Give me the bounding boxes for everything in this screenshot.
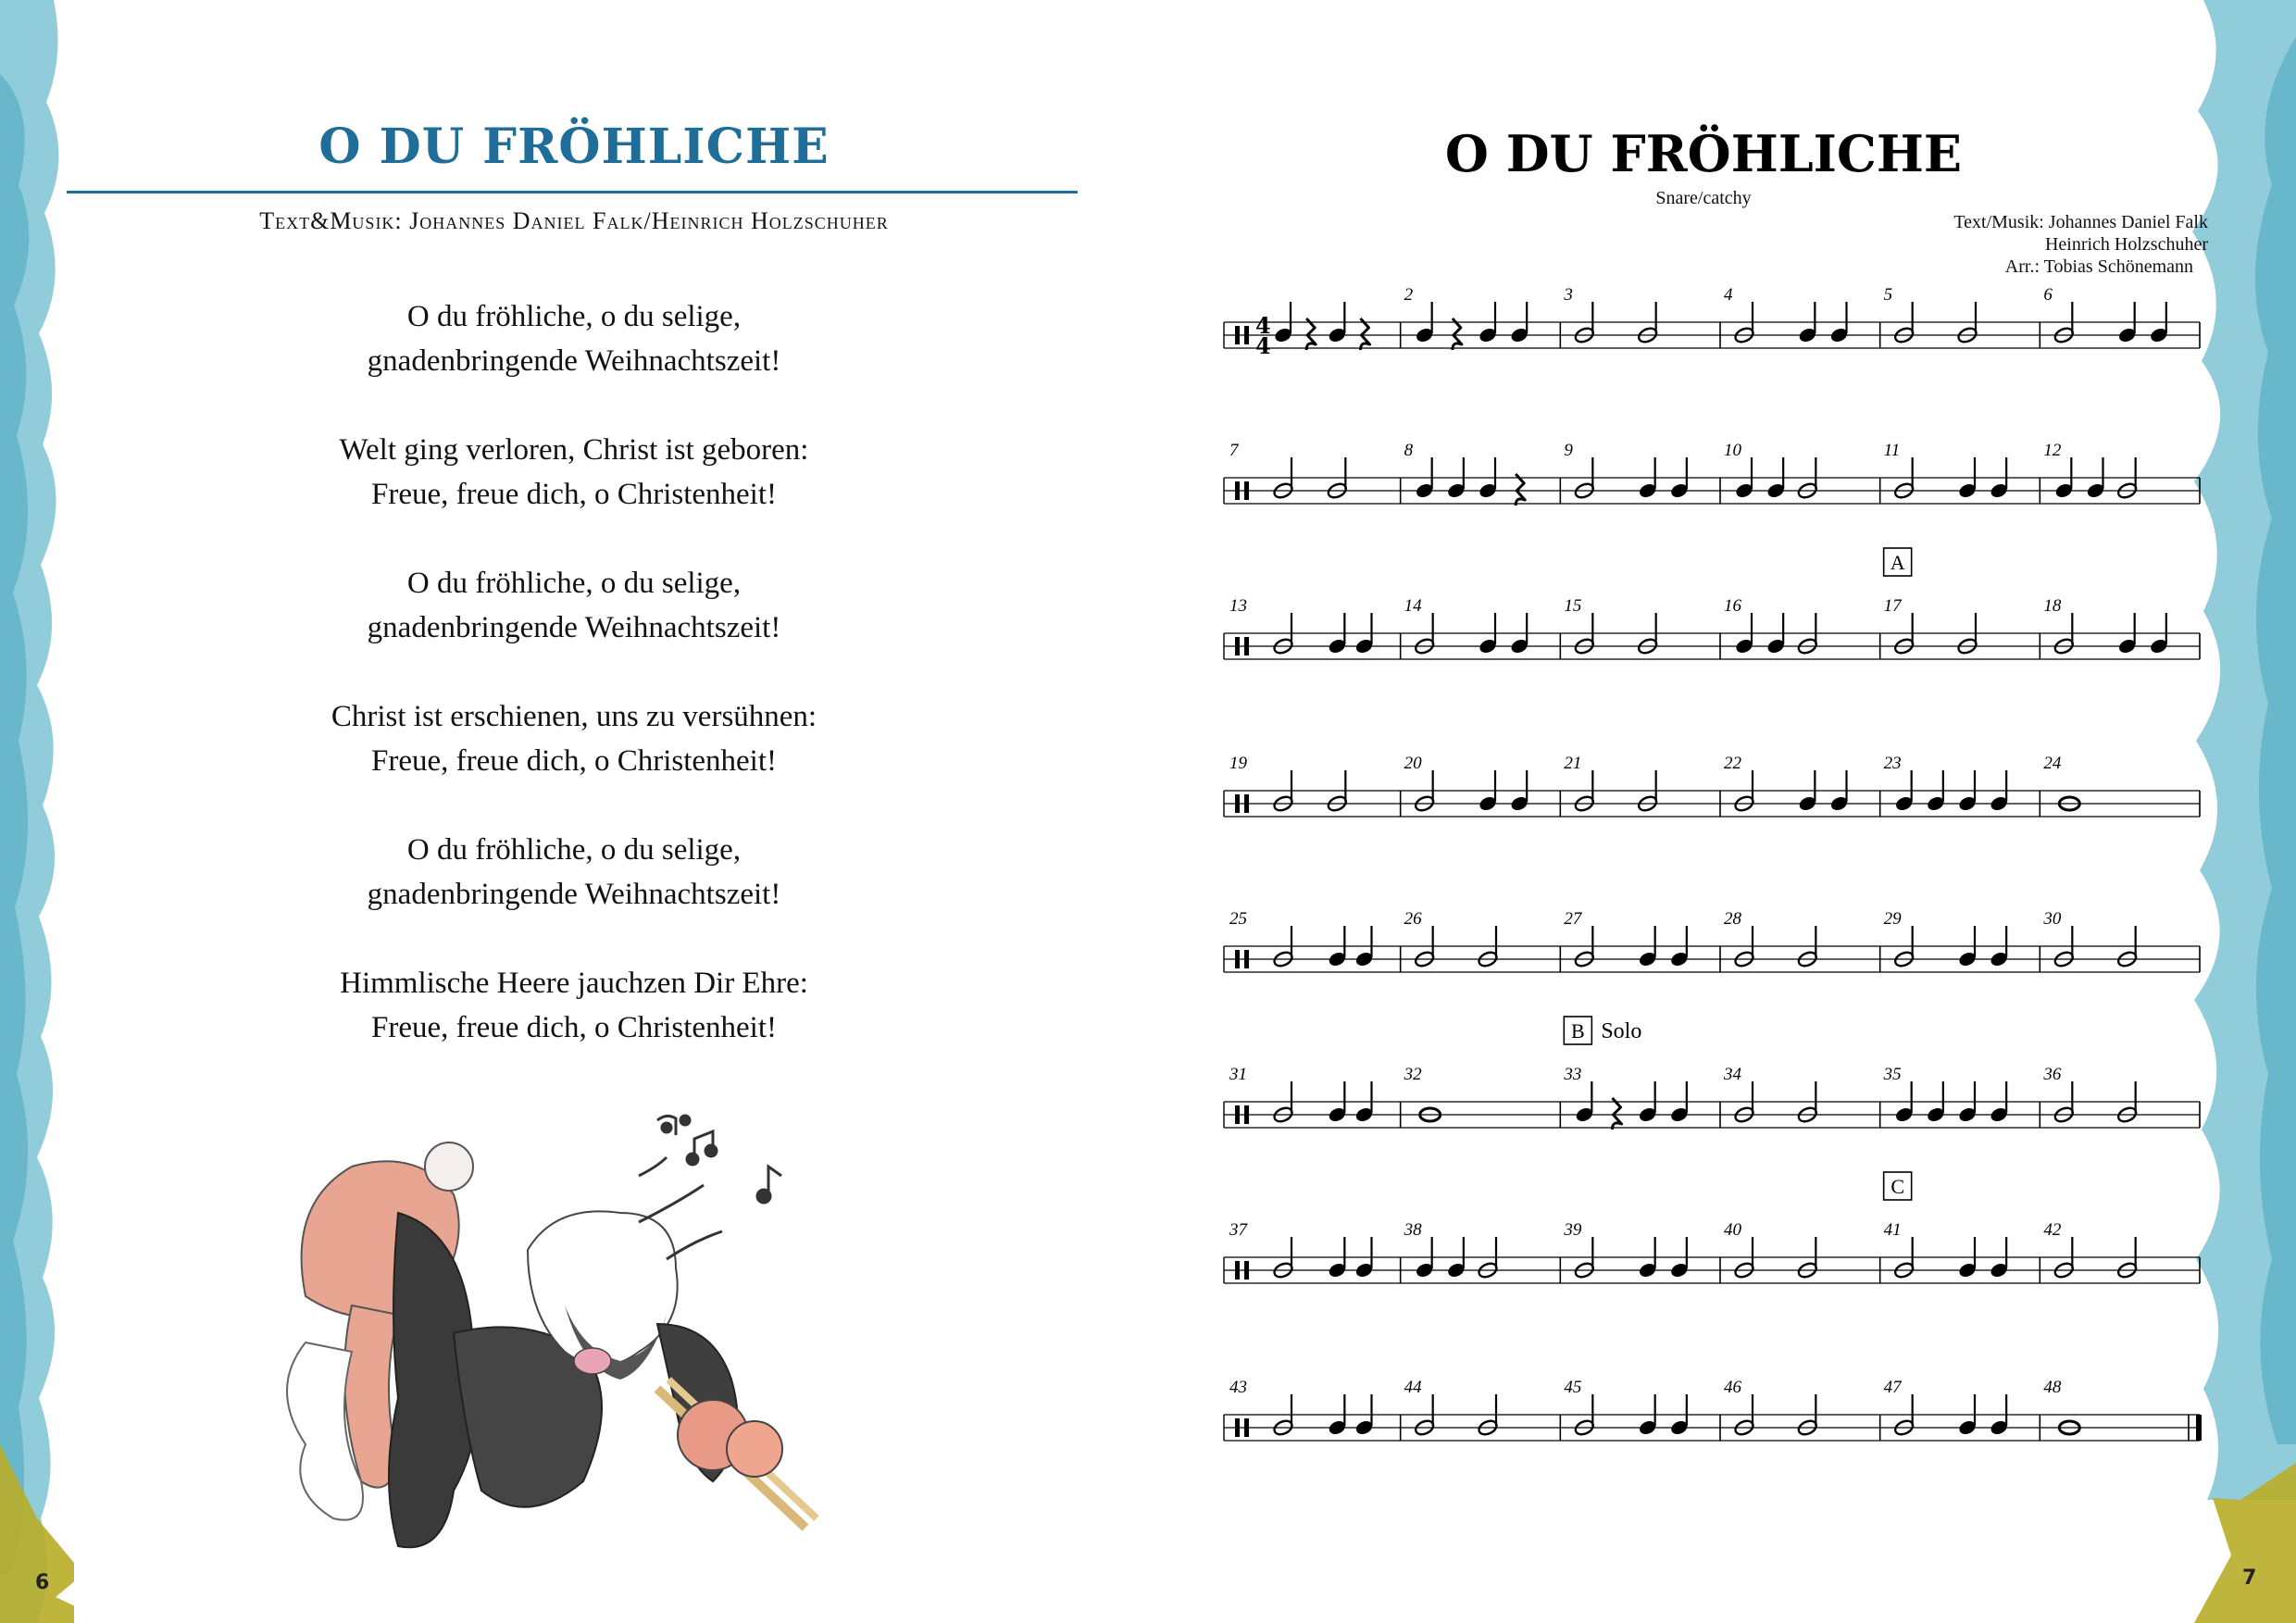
measure [1229,909,1401,972]
measure-number: 39 [1564,1220,1582,1240]
measure [1229,1065,1401,1128]
measure [1564,441,1720,504]
measure-number: 8 [1404,441,1414,460]
lyric-line: gnadenbringende Weihnachtszeit! [367,611,781,644]
measure [1273,302,1401,350]
time-signature-bottom: 4 [1255,332,1271,359]
measure-number: 7 [1229,441,1239,460]
measure [1724,285,1880,348]
measure [2042,1065,2200,1128]
score-title: O DU FRÖHLICHE [1444,124,1963,183]
measure [2043,1378,2200,1441]
measure [1404,1065,1561,1128]
measure-number: 43 [1229,1378,1247,1397]
measure-number: 45 [1564,1378,1582,1397]
measure [1404,596,1561,659]
measure-number: 13 [1229,596,1247,616]
staff-row [1224,312,2200,359]
stanza [148,428,1000,517]
measure [1564,596,1720,659]
measure-number: 5 [1883,285,1893,305]
measure-number: 12 [2043,441,2062,460]
percussion-clef [1235,950,1240,968]
rehearsal-label: B [1570,1019,1585,1042]
measure-number: 15 [1564,596,1582,616]
percussion-clef [1244,326,1249,344]
percussion-clef [1244,481,1249,500]
measure-number: 17 [1883,596,1902,616]
lyric-line: Himmlische Heere jauchzen Dir Ehre: [340,967,808,1000]
percussion-clef [1235,481,1240,500]
lyric-line: Freue, freue dich, o Christenheit! [370,1011,778,1044]
percussion-clef [1235,1105,1240,1124]
lyric-line: Freue, freue dich, o Christenheit! [370,478,778,511]
lyric-line: O du fröhliche, o du selige, [406,300,742,333]
measure-number: 9 [1564,441,1573,460]
lyric-line: O du fröhliche, o du selige, [406,833,742,867]
measure [1884,1220,2040,1283]
measure-number: 26 [1404,909,1422,929]
percussion-clef [1244,1105,1249,1124]
staff-row [1224,633,2200,659]
measure [2043,1220,2200,1283]
measure-number: 28 [1724,909,1741,929]
measure-number: 23 [1883,754,1902,773]
measure [1884,596,2040,659]
measure [1724,1220,1880,1283]
rehearsal-mark-C [1884,1172,1912,1200]
measure [2043,285,2200,348]
measure-number: 29 [1883,909,1902,929]
percussion-clef [1235,637,1240,655]
credit-line: Heinrich Holzschuher [2044,234,2208,255]
measure [2042,909,2200,972]
rehearsal-mark-A [1884,548,1912,576]
credit-line: Arr.: Tobias Schönemann [2004,256,2193,277]
measure [1229,1220,1401,1283]
right-page [1148,0,2296,1623]
measure [1563,1065,1720,1130]
stanza [148,561,1000,650]
percussion-clef [1244,794,1249,813]
measure [1229,596,1401,659]
measure [1724,1378,1880,1441]
measure [1884,754,2040,817]
staff-row [1224,1102,2200,1128]
quarter-rest [1613,1098,1622,1130]
measure-number: 19 [1229,754,1247,773]
measure-number: 44 [1404,1378,1422,1397]
measure [1564,754,1720,817]
staff-row [1224,791,2200,817]
measure [1723,1065,1880,1128]
measure-number: 11 [1883,441,1901,460]
percussion-clef [1235,794,1240,813]
measure [1229,441,1401,504]
measure [1724,596,1880,659]
title-divider [67,191,1078,194]
measure-number: 37 [1229,1220,1247,1240]
page-number: 6 [35,1571,50,1594]
percussion-clef [1235,1418,1240,1437]
measure-number: 2 [1404,285,1414,305]
measure [1564,1378,1720,1441]
measure [1564,909,1720,972]
measure [1884,1378,2040,1441]
lyric-line: Freue, freue dich, o Christenheit! [370,744,778,778]
measure [1884,441,2040,504]
quarter-rest [1516,474,1525,506]
lyric-line: O du fröhliche, o du selige, [406,567,742,600]
credit-line: Text/Musik: Johannes Daniel Falk [1953,212,2208,232]
page-number: 7 [2242,1567,2257,1590]
measure-number: 47 [1883,1378,1902,1397]
stanza [148,694,1000,783]
song-title: O DU FRÖHLICHE [318,119,830,175]
measure [1229,754,1401,817]
measure-number: 40 [1724,1220,1741,1240]
measure-number: 6 [2043,285,2053,305]
measure [1883,1065,2040,1128]
measure-number: 14 [1404,596,1422,616]
measure [1404,1378,1561,1441]
measure-number: 4 [1724,285,1733,305]
quarter-rest [1453,318,1462,350]
measure-number: 21 [1564,754,1582,773]
measure [1563,285,1720,348]
measure-number: 10 [1724,441,1741,460]
quarter-rest [1306,318,1316,350]
measure [1229,1378,1401,1441]
rehearsal-label: A [1890,551,1905,574]
percussion-clef [1244,637,1249,655]
measure [2043,754,2200,817]
measure-number: 31 [1229,1065,1247,1084]
measure-number: 20 [1404,754,1422,773]
measure [1404,909,1561,972]
final-barline [2196,1415,2202,1441]
measure [1563,1220,1720,1283]
measure-number: 33 [1564,1065,1582,1084]
measure-number: 18 [2043,596,2062,616]
watercolor-border-left [0,0,74,1623]
lyric-line: Welt ging verloren, Christ ist geboren: [339,433,809,467]
measure-number: 38 [1404,1220,1422,1240]
measure-number: 48 [2043,1378,2062,1397]
rehearsal-text: Solo [1601,1019,1642,1043]
measure [1884,285,2040,348]
quarter-rest [1361,318,1370,350]
percussion-clef [1244,1418,1249,1437]
measure [1404,1220,1561,1283]
measure-number: 27 [1564,909,1582,929]
stanza [148,828,1000,917]
measure [1724,909,1880,972]
snare-score [1148,0,2296,1623]
measure-number: 46 [1724,1378,1741,1397]
staff-row [1224,1257,2200,1283]
measure [1404,754,1561,817]
rehearsal-label: C [1890,1175,1905,1198]
measure [2043,441,2200,504]
measure [1404,441,1561,506]
measure [1724,441,1880,504]
percussion-clef [1244,950,1249,968]
measure-number: 32 [1404,1065,1422,1084]
staff-row [1224,946,2200,972]
percussion-clef [1244,1261,1249,1280]
percussion-clef [1235,1261,1240,1280]
percussion-clef [1235,326,1240,344]
instrument-subtitle: Snare/catchy [1655,188,1752,208]
staff-row [1224,478,2200,504]
measure-number: 35 [1883,1065,1902,1084]
rehearsal-mark-B [1564,1017,1641,1044]
measure-number: 24 [2043,754,2062,773]
measure-number: 34 [1724,1065,1741,1084]
measure-number: 3 [1564,285,1573,305]
measure-number: 25 [1229,909,1247,929]
measure [2043,596,2200,659]
lyrics [148,294,1000,1094]
lyric-line: gnadenbringende Weihnachtszeit! [367,878,781,911]
measure-number: 41 [1883,1220,1902,1240]
measure-number: 22 [1724,754,1741,773]
measure [1724,754,1880,817]
measure-number: 16 [1724,596,1741,616]
measure-number: 36 [2043,1065,2062,1084]
measure-number: 42 [2043,1220,2062,1240]
measure-number: 30 [2043,909,2062,929]
song-credit: Text&Musik: Johannes Daniel Falk/Heinrich Holzschuher [259,207,889,234]
time-signature-top: 4 [1255,312,1271,339]
measure [1404,285,1561,350]
stanza [148,961,1000,1050]
measure [1884,909,2040,972]
lyric-line: Christ ist erschienen, uns zu versühnen: [331,700,817,733]
lyric-line: gnadenbringende Weihnachtszeit! [367,344,781,378]
sheep-drummer-illustration [250,1092,917,1574]
stanza [148,294,1000,383]
